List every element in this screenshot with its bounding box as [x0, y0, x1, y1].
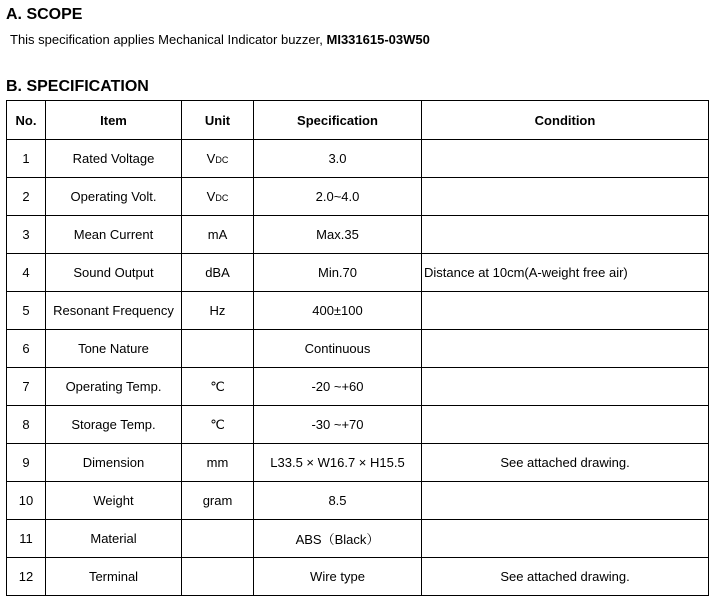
- table-row: [7, 444, 709, 482]
- row-unit: [182, 178, 254, 216]
- row-condition: [422, 406, 709, 444]
- column-header-condition: Condition: [422, 101, 709, 140]
- row-number: 2: [7, 178, 46, 216]
- row-number: 5: [7, 292, 46, 330]
- unit-symbol: ℃: [210, 416, 225, 432]
- row-unit: [182, 482, 254, 520]
- row-specification: Wire type: [254, 558, 422, 596]
- row-item: Operating Volt.: [46, 178, 182, 216]
- row-unit: [182, 140, 254, 178]
- row-specification: 8.5: [254, 482, 422, 520]
- unit-symbol: mm: [206, 455, 229, 470]
- row-specification: -30 ~+70: [254, 406, 422, 444]
- row-number: 10: [7, 482, 46, 520]
- row-unit: [182, 292, 254, 330]
- row-item: Mean Current: [46, 216, 182, 254]
- unit-symbol: dBA: [205, 265, 230, 280]
- row-number: 9: [7, 444, 46, 482]
- table-row: [7, 330, 709, 368]
- specification-table: [6, 100, 709, 596]
- row-number: 3: [7, 216, 46, 254]
- row-specification: -20 ~+60: [254, 368, 422, 406]
- row-number: 7: [7, 368, 46, 406]
- row-specification: Min.70: [254, 254, 422, 292]
- row-item: Dimension: [46, 444, 182, 482]
- model-number: MI331615-03W50: [326, 32, 430, 47]
- row-condition: Distance at 10cm(A-weight free air): [422, 254, 709, 292]
- column-header-specification: Specification: [254, 101, 422, 140]
- row-unit: [182, 558, 254, 596]
- row-item: Terminal: [46, 558, 182, 596]
- row-unit: [182, 330, 254, 368]
- unit-symbol: V: [206, 189, 216, 204]
- table-row: [7, 558, 709, 596]
- row-condition: [422, 216, 709, 254]
- row-condition: [422, 368, 709, 406]
- unit-symbol: mA: [207, 227, 228, 242]
- row-number: 4: [7, 254, 46, 292]
- row-condition: [422, 140, 709, 178]
- row-unit: [182, 444, 254, 482]
- scope-intro: [10, 32, 430, 47]
- row-condition: [422, 178, 709, 216]
- row-item: Tone Nature: [46, 330, 182, 368]
- row-number: 12: [7, 558, 46, 596]
- row-condition: [422, 482, 709, 520]
- row-condition: See attached drawing.: [422, 444, 709, 482]
- row-unit: [182, 520, 254, 558]
- unit-symbol: ℃: [210, 378, 225, 394]
- table-body: [7, 140, 709, 596]
- row-item: Rated Voltage: [46, 140, 182, 178]
- row-specification: ABS（Black）: [254, 520, 422, 558]
- row-item: Storage Temp.: [46, 406, 182, 444]
- row-condition: [422, 520, 709, 558]
- row-number: 8: [7, 406, 46, 444]
- row-condition: [422, 292, 709, 330]
- row-number: 6: [7, 330, 46, 368]
- row-condition: [422, 330, 709, 368]
- table-row: [7, 140, 709, 178]
- scope-intro-text: This specification applies Mechanical Indicator buzzer,: [10, 32, 327, 47]
- table-row: [7, 292, 709, 330]
- table-row: [7, 368, 709, 406]
- unit-symbol: V: [206, 151, 216, 166]
- row-specification: Max.35: [254, 216, 422, 254]
- row-specification: 3.0: [254, 140, 422, 178]
- table-row: [7, 406, 709, 444]
- unit-symbol: Hz: [209, 303, 226, 318]
- specification-heading: B. SPECIFICATION: [6, 78, 149, 95]
- row-item: Weight: [46, 482, 182, 520]
- table-row: [7, 482, 709, 520]
- column-header-item: Item: [46, 101, 182, 140]
- row-specification: 2.0~4.0: [254, 178, 422, 216]
- row-specification: Continuous: [254, 330, 422, 368]
- table-row: [7, 178, 709, 216]
- row-unit: [182, 254, 254, 292]
- row-number: 1: [7, 140, 46, 178]
- column-header-no: No.: [7, 101, 46, 140]
- row-unit: [182, 368, 254, 406]
- row-item: Operating Temp.: [46, 368, 182, 406]
- row-item: Material: [46, 520, 182, 558]
- row-specification: L33.5 × W16.7 × H15.5: [254, 444, 422, 482]
- row-specification: 400±100: [254, 292, 422, 330]
- table-row: [7, 254, 709, 292]
- table-row: [7, 216, 709, 254]
- unit-subscript: DC: [215, 155, 229, 165]
- row-condition: See attached drawing.: [422, 558, 709, 596]
- table-row: [7, 520, 709, 558]
- scope-heading: A. SCOPE: [6, 6, 83, 23]
- table-header-row: [7, 101, 709, 140]
- unit-subscript: DC: [215, 193, 229, 203]
- unit-symbol: gram: [202, 493, 233, 508]
- row-unit: [182, 406, 254, 444]
- row-item: Resonant Frequency: [46, 292, 182, 330]
- column-header-unit: Unit: [182, 101, 254, 140]
- row-unit: [182, 216, 254, 254]
- row-number: 11: [7, 520, 46, 558]
- row-item: Sound Output: [46, 254, 182, 292]
